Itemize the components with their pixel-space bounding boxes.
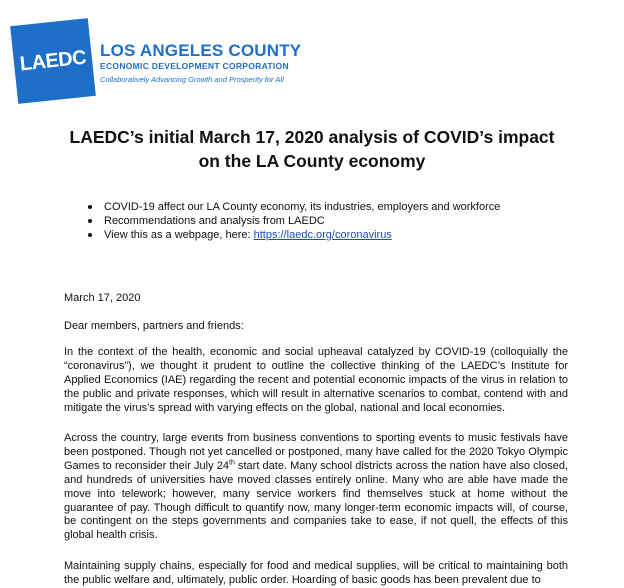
bullet-item — [88, 214, 500, 228]
letter-date: March 17, 2020 — [64, 292, 141, 304]
bullet-text: COVID-19 affect our LA County economy, its industries, employers and workforce — [104, 201, 501, 213]
letter-salutation: Dear members, partners and friends: — [64, 320, 244, 332]
org-subtitle: ECONOMIC DEVELOPMENT CORPORATION — [100, 61, 289, 71]
bullet-item — [88, 228, 500, 242]
org-name: LOS ANGELES COUNTY — [100, 41, 302, 60]
summary-bullets — [88, 200, 500, 242]
bullet-icon — [88, 233, 92, 237]
bullet-icon — [88, 219, 92, 223]
paragraph-2 — [64, 432, 568, 543]
bullet-item — [88, 200, 500, 214]
paragraph-1: In the context of the health, economic and social upheaval catalyzed by COVID-19 (colloquially the “coronavirus”), we thought it prudent to outline the collective thinking of the LAEDC’s Institute for Applied Economics (IAE) regarding the recent and potential economic impacts of the virus in relation to the public and private responses, which will result in alternative scenarios to combat, contend with and mitigate the virus’s spread with varying effects on the global, national and local economies. — [64, 346, 568, 414]
title-line-1: LAEDC’s initial March 17, 2020 analysis of COVID’s impact — [69, 127, 555, 147]
logo-mark-text: LAEDC — [18, 46, 88, 75]
bullet-icon — [88, 205, 92, 209]
org-tagline: Collaboratively Advancing Growth and Prosperity for All — [100, 75, 284, 84]
paragraph-2-part-a: Across the country, large events from business conventions to sporting events to music festivals have been postponed. Though not yet cancelled or postponed, many have called for the 2020 Tokyo Olympic Games to reconsider their July 24 — [64, 432, 568, 472]
paragraph-3: Maintaining supply chains, especially for food and medical supplies, will be critical to maintaining both the public welfare and, ultimately, public order. Hoarding of basic goods has been prevalent due to — [64, 560, 568, 586]
bullet-text: View this as a webpage, here: — [104, 229, 254, 241]
title-line-2: on the LA County economy — [198, 151, 426, 171]
org-logo — [14, 22, 414, 102]
coronavirus-page-link[interactable]: https://laedc.org/coronavirus — [253, 229, 392, 241]
paragraph-2-part-b: start date. Many school districts across the nation have also closed, and hundreds of universities have moved classes entirely online. Many who are able have made the move into telework; however, many service workers find themselves stuck at home without the guarantee of pay. Though difficult to quantify now, many longer-term economic impacts will, of course, be contingent on the steps governments and companies take to ease, if not quell, the effects of this global health crisis. — [64, 459, 569, 542]
ordinal-suffix: th — [229, 459, 235, 467]
bullet-text: Recommendations and analysis from LAEDC — [104, 215, 325, 227]
document-title — [20, 125, 604, 173]
